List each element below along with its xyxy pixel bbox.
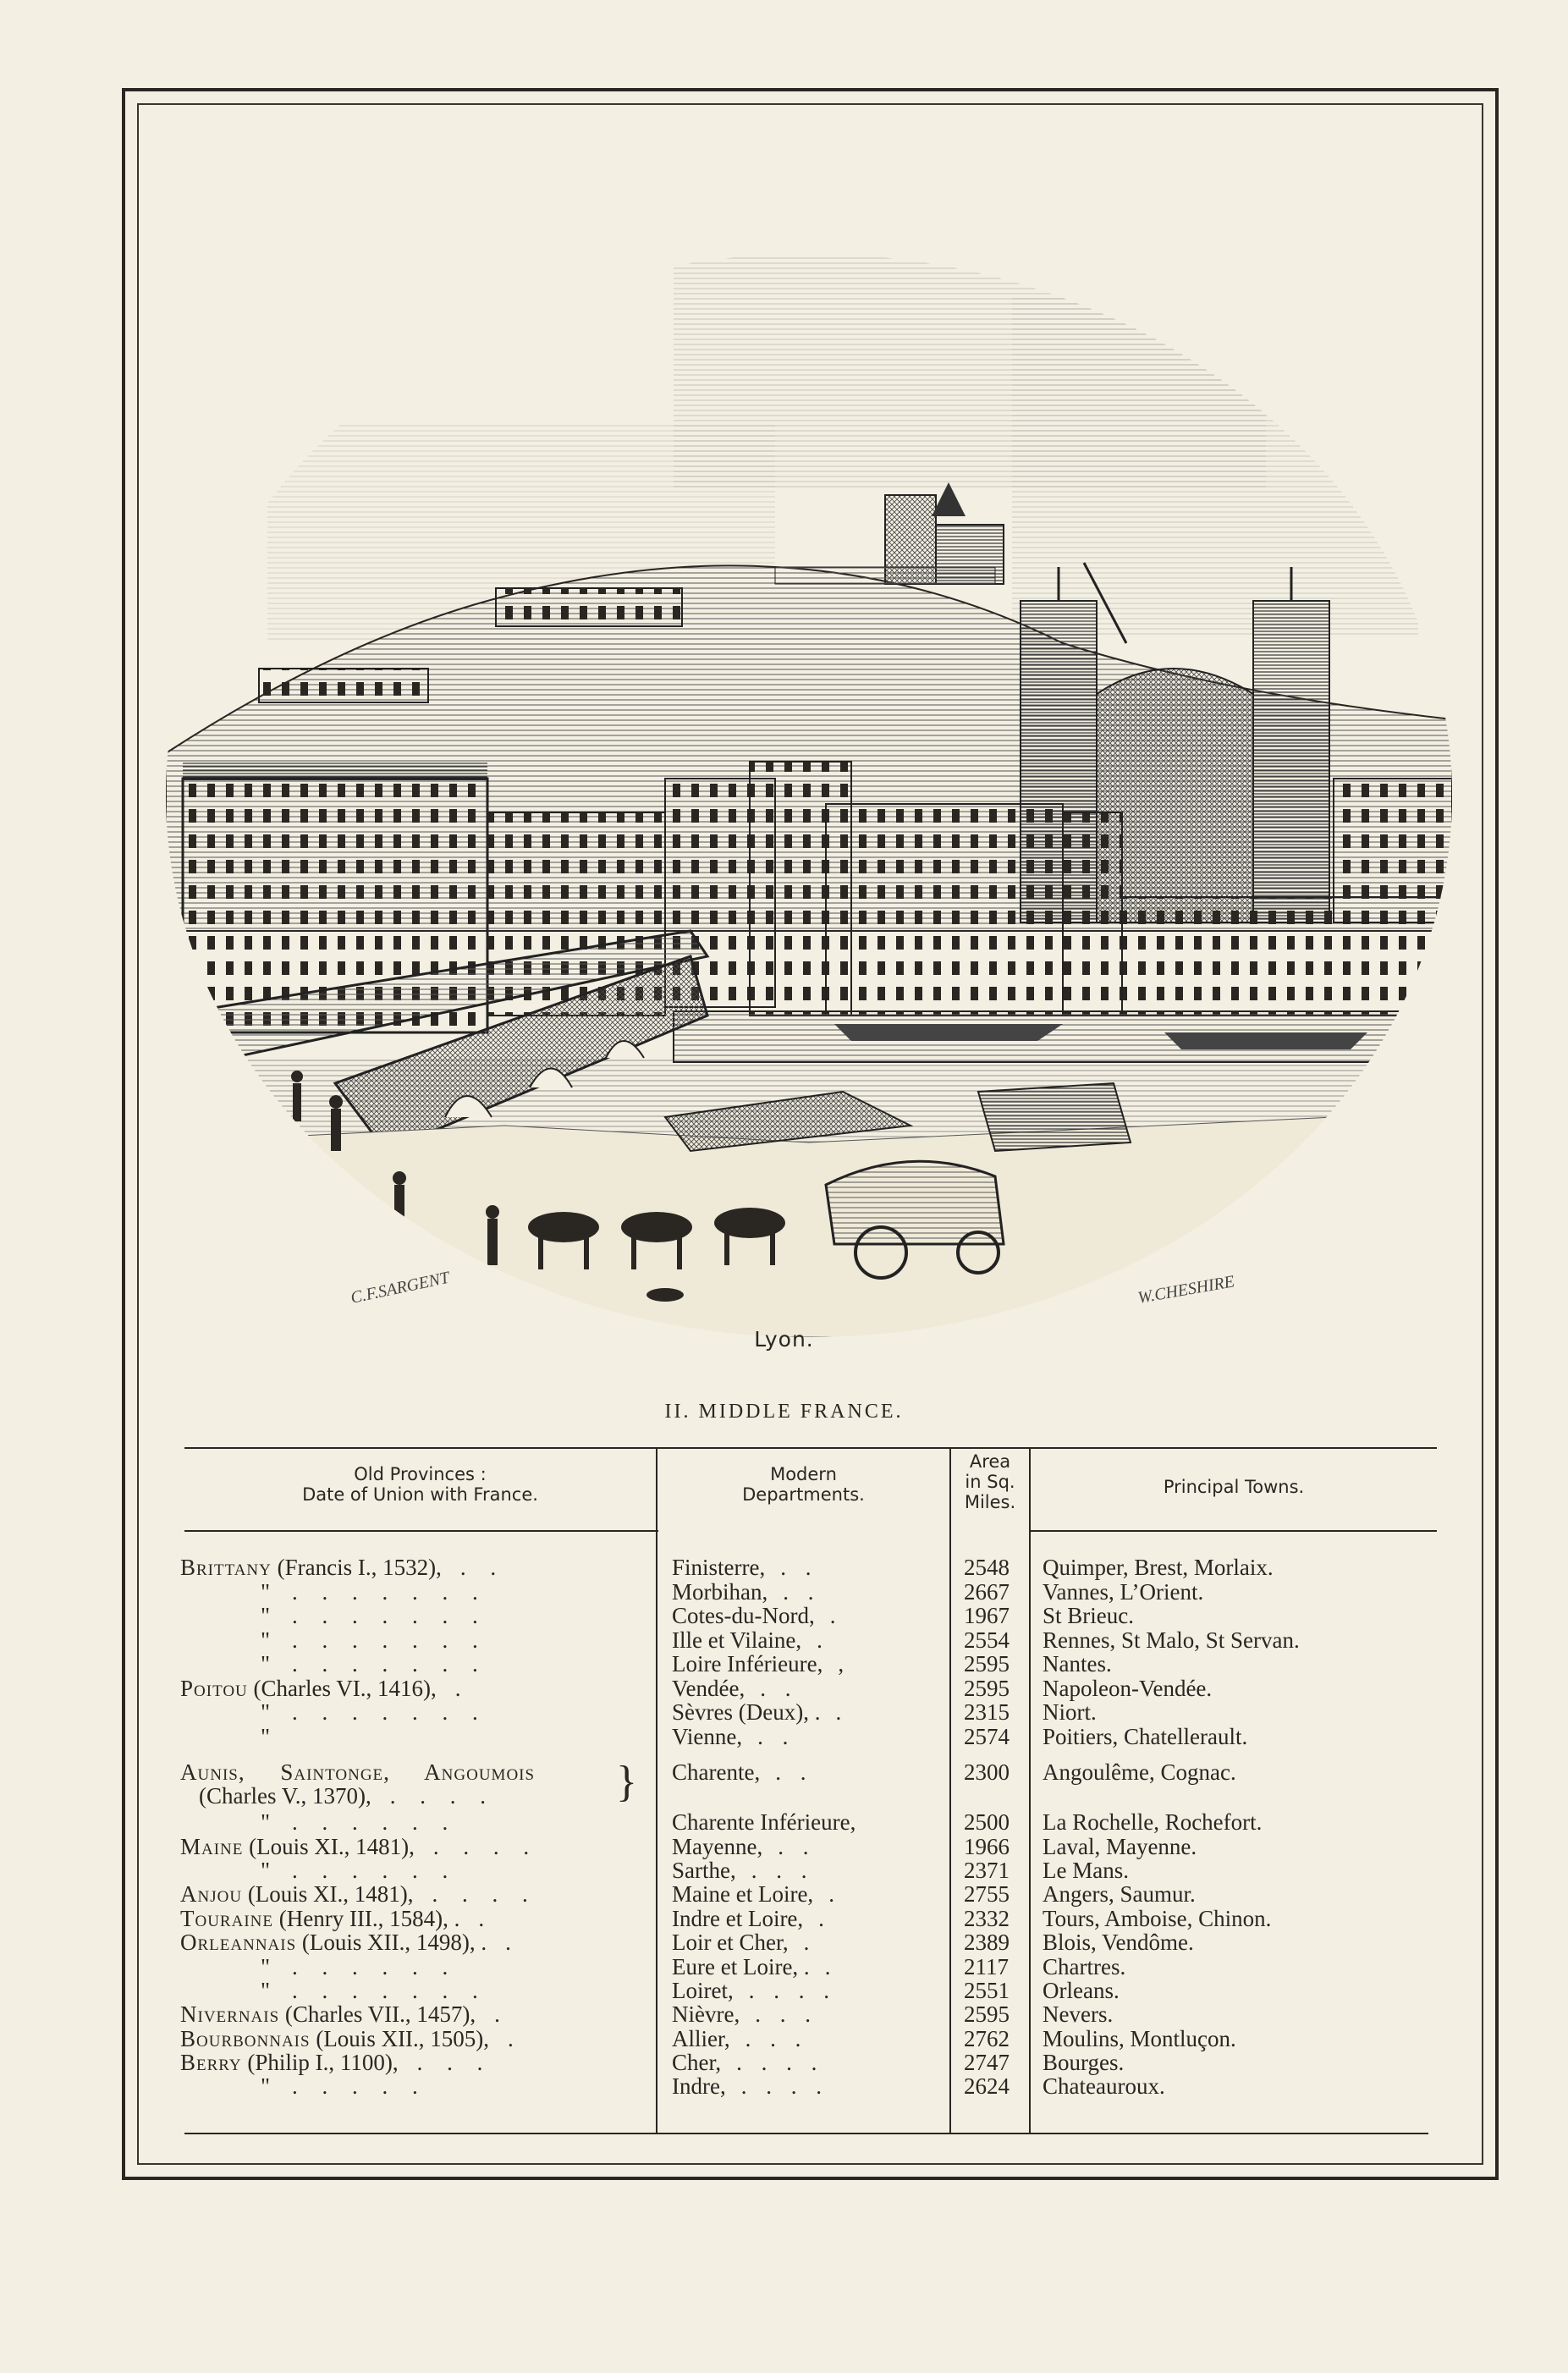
province-name: Maine	[180, 1834, 244, 1859]
hilltop-church	[775, 482, 1004, 584]
lyon-engraving	[166, 169, 1452, 1337]
engraver-signature-left: C.F.SARGENT	[349, 1268, 451, 1308]
department-cell	[672, 1760, 806, 1784]
leader-dots: .	[817, 1627, 823, 1653]
table-row	[0, 1604, 1568, 1627]
leader-dots: . .	[459, 1555, 502, 1580]
table-row	[0, 2002, 1568, 2026]
leader-dots: .	[835, 1699, 842, 1725]
department-cell	[672, 1955, 830, 1979]
leader-dots: . .	[757, 1724, 789, 1749]
hillside-fort	[496, 588, 682, 626]
department-name: Allier,	[672, 2026, 730, 2051]
province-cell	[261, 1858, 453, 1882]
table-row	[0, 1652, 1568, 1676]
province-cell	[199, 1784, 491, 1808]
table-row	[0, 1555, 1568, 1579]
department-cell	[672, 1907, 824, 1930]
province-cell	[261, 1725, 270, 1748]
area-cell: 2332	[964, 1906, 1010, 1931]
towns-cell: Nantes.	[1043, 1651, 1112, 1677]
province-cell	[261, 1979, 483, 2002]
leader-dots: .	[803, 1930, 810, 1955]
river-boat	[834, 1024, 1063, 1041]
province-date: "	[261, 2073, 271, 2099]
province-date: (Louis XII., 1505),	[310, 2026, 490, 2051]
leader-dots: .	[454, 1676, 466, 1701]
department-cell	[672, 1580, 813, 1604]
leader-dots: . . . . . .	[292, 1809, 454, 1835]
province-cell	[261, 1604, 483, 1627]
department-name: Vienne,	[672, 1724, 743, 1749]
header-old-provinces	[184, 1464, 656, 1505]
towns-cell: La Rochelle, Rochefort.	[1043, 1809, 1263, 1835]
area-cell: 2595	[964, 2001, 1010, 2027]
table-row	[0, 2074, 1568, 2098]
department-cell	[672, 1882, 834, 1906]
area-cell: 2595	[964, 1651, 1010, 1677]
header-area-line1: Area	[969, 1451, 1011, 1472]
table-row	[0, 1580, 1568, 1604]
header-departments-line2: Departments.	[742, 1484, 865, 1505]
table-row	[0, 1835, 1568, 1858]
area-cell: 1966	[964, 1834, 1010, 1859]
leader-dots: . . . .	[748, 1978, 829, 2003]
department-cell	[672, 1628, 823, 1652]
province-date: "	[261, 1724, 271, 1749]
table-row	[0, 1858, 1568, 1882]
header-area-line2: in Sq.	[965, 1472, 1015, 1492]
province-date: (Louis XII., 1498), .	[296, 1930, 487, 1955]
province-cell	[180, 1882, 533, 1906]
department-cell	[672, 2074, 822, 2098]
towns-cell: Napoleon-Vendée.	[1043, 1676, 1213, 1701]
province-cell	[180, 1677, 466, 1700]
header-principal-towns	[1031, 1477, 1437, 1497]
table-header-rule-right	[1031, 1530, 1437, 1532]
towns-cell: Angers, Saumur.	[1043, 1881, 1196, 1907]
province-date: (Henry III., 1584), .	[272, 1906, 460, 1931]
area-cell: 2315	[964, 1699, 1010, 1725]
department-name: Maine et Loire,	[672, 1881, 814, 1907]
towns-cell: Chartres.	[1043, 1954, 1126, 1979]
towns-cell: Rennes, St Malo, St Servan.	[1043, 1627, 1300, 1653]
brace-symbol: }	[616, 1758, 637, 1806]
leader-dots: . . .	[755, 2001, 811, 2027]
department-cell	[672, 1604, 835, 1627]
area-cell: 2371	[964, 1858, 1010, 1883]
province-cell	[261, 1628, 483, 1652]
department-name: Ille et Vilaine,	[672, 1627, 802, 1653]
header-area	[951, 1451, 1029, 1512]
towns-cell: Laval, Mayenne.	[1043, 1834, 1197, 1859]
area-cell: 2574	[964, 1724, 1010, 1749]
header-modern-departments	[657, 1464, 949, 1505]
leader-dots: .	[508, 2026, 519, 2051]
area-cell: 2117	[964, 1954, 1009, 1979]
leader-dots: .	[824, 1954, 831, 1979]
towns-cell: Tours, Amboise, Chinon.	[1043, 1906, 1272, 1931]
province-date: "	[261, 1651, 271, 1677]
area-cell: 2548	[964, 1555, 1010, 1580]
towns-cell: Bourges.	[1043, 2050, 1125, 2075]
table-row	[0, 2051, 1568, 2074]
department-name: Morbihan,	[672, 1579, 768, 1605]
leader-dots: . . . .	[389, 1783, 491, 1809]
department-cell	[672, 1555, 811, 1579]
province-cell	[180, 1907, 489, 1930]
province-name: Orleannais	[180, 1930, 297, 1955]
leader-dots: . . . .	[740, 2073, 822, 2099]
leader-dots: ,	[838, 1651, 845, 1677]
towns-cell: Nevers.	[1043, 2001, 1114, 2027]
header-towns-label: Principal Towns.	[1163, 1477, 1305, 1497]
table-row	[0, 2027, 1568, 2051]
province-date: "	[261, 1699, 271, 1725]
province-name: Bourbonnais	[180, 2026, 311, 2051]
leader-dots: . . . .	[432, 1881, 533, 1907]
department-cell	[672, 1677, 790, 1700]
department-name: Charente Inférieure,	[672, 1809, 856, 1835]
leader-dots: . . .	[751, 1858, 807, 1883]
department-name: Cher,	[672, 2050, 722, 2075]
leader-dots: . . .	[745, 2026, 801, 2051]
leader-dots: . . . . . .	[292, 1954, 454, 1979]
table-row	[0, 1725, 1568, 1748]
province-name: Poitou	[180, 1676, 248, 1701]
area-cell: 2667	[964, 1579, 1010, 1605]
province-name: Touraine	[180, 1906, 273, 1931]
leader-dots: .	[829, 1603, 836, 1628]
leader-dots: . .	[760, 1676, 791, 1701]
area-cell: 2595	[964, 1676, 1010, 1701]
department-name: Cotes-du-Nord,	[672, 1603, 815, 1628]
province-name: Berry	[180, 2050, 242, 2075]
province-date: (Louis XI., 1481),	[243, 1834, 415, 1859]
province-date: "	[261, 1627, 271, 1653]
area-cell: 2755	[964, 1881, 1010, 1907]
towns-cell: Le Mans.	[1043, 1858, 1129, 1883]
province-cell	[261, 1955, 453, 1979]
department-name: Vendée,	[672, 1676, 745, 1701]
area-cell: 2300	[964, 1759, 1010, 1785]
towns-cell: Poitiers, Chatellerault.	[1043, 1724, 1248, 1749]
department-cell	[672, 2002, 811, 2026]
leader-dots: . . .	[416, 2050, 488, 2075]
towns-cell: Angoulême, Cognac.	[1043, 1759, 1236, 1785]
dog	[646, 1288, 684, 1302]
province-cell	[180, 1930, 516, 1954]
leader-dots: . . . . . . .	[292, 1603, 483, 1628]
province-date: "	[261, 1978, 271, 2003]
province-cell	[180, 1760, 535, 1784]
province-date: (Charles VII., 1457),	[279, 2001, 476, 2027]
table-header-rule	[184, 1530, 658, 1532]
department-name: Indre,	[672, 2073, 726, 2099]
province-cell	[261, 1810, 453, 1834]
province-date: (Charles V., 1370),	[199, 1783, 371, 1809]
area-cell: 2624	[964, 2073, 1010, 2099]
department-name: Finisterre,	[672, 1555, 766, 1580]
department-name: Loire Inférieure,	[672, 1651, 823, 1677]
table-row	[0, 1628, 1568, 1652]
department-cell	[672, 1725, 788, 1748]
province-date: "	[261, 1809, 271, 1835]
province-cell	[261, 1700, 483, 1724]
towns-cell: Blois, Vendôme.	[1043, 1930, 1194, 1955]
leader-dots: . . . . .	[292, 2073, 423, 2099]
department-name: Loiret,	[672, 1978, 734, 2003]
towns-cell: Niort.	[1043, 1699, 1097, 1725]
leader-dots: . .	[775, 1759, 806, 1785]
section-title: II. MIDDLE FRANCE.	[664, 1401, 904, 1423]
table-row	[0, 1955, 1568, 1979]
department-name: Sarthe,	[672, 1858, 736, 1883]
table-row	[0, 1882, 1568, 1906]
province-cell	[180, 2002, 505, 2026]
area-cell: 2500	[964, 1809, 1010, 1835]
department-name: Indre et Loire,	[672, 1906, 804, 1931]
area-cell: 2389	[964, 1930, 1010, 1955]
province-date: "	[261, 1858, 271, 1883]
area-cell: 2762	[964, 2026, 1010, 2051]
department-cell	[672, 1930, 809, 1954]
province-name: Anjou	[180, 1881, 243, 1907]
leader-dots: . .	[778, 1834, 809, 1859]
leader-dots: . . . . . . .	[292, 1627, 483, 1653]
leader-dots: .	[828, 1881, 834, 1907]
province-cell	[180, 1835, 534, 1858]
area-cell: 2551	[964, 1978, 1010, 2003]
leader-dots: . . . . . . .	[292, 1978, 483, 2003]
province-name: Aunis, Saintonge, Angoumois	[180, 1759, 536, 1785]
department-name: Mayenne,	[672, 1834, 763, 1859]
leader-dots: . . . . . . .	[292, 1579, 483, 1605]
leader-dots: . . . .	[432, 1834, 535, 1859]
province-cell	[180, 1555, 501, 1579]
table-bottom-rule	[184, 2133, 1428, 2134]
department-name: Nièvre,	[672, 2001, 740, 2027]
table-row	[0, 1810, 1568, 1834]
leader-dots: .	[494, 2001, 505, 2027]
engraver-signature-right: W.CHESHIRE	[1136, 1272, 1236, 1308]
province-name: Brittany	[180, 1555, 272, 1580]
province-name: Nivernais	[180, 2001, 280, 2027]
table-row	[0, 1677, 1568, 1700]
leader-dots: .	[478, 1906, 490, 1931]
area-cell: 2554	[964, 1627, 1010, 1653]
province-cell	[261, 2074, 423, 2098]
towns-cell: Quimper, Brest, Morlaix.	[1043, 1555, 1274, 1580]
header-provinces-line1: Old Provinces :	[354, 1464, 487, 1484]
leader-dots: . . . .	[736, 2050, 817, 2075]
department-cell	[672, 2027, 801, 2051]
province-date: "	[261, 1954, 271, 1979]
table-row	[0, 1930, 1568, 1954]
province-cell	[180, 2051, 487, 2074]
leader-dots: . . . . . .	[292, 1858, 454, 1883]
header-departments-line1: Modern	[770, 1464, 837, 1484]
province-date: (Louis XI., 1481),	[242, 1881, 414, 1907]
province-date: (Francis I., 1532),	[271, 1555, 442, 1580]
department-cell	[672, 1810, 856, 1834]
leader-dots: . .	[780, 1555, 812, 1580]
department-cell	[672, 1979, 829, 2002]
header-provinces-line2: Date of Union with France.	[302, 1484, 538, 1505]
table-top-rule	[184, 1447, 1437, 1449]
towns-cell: Vannes, L’Orient.	[1043, 1579, 1204, 1605]
leader-dots: .	[505, 1930, 516, 1955]
province-date: (Philip I., 1100),	[241, 2050, 399, 2075]
department-name: Sèvres (Deux), .	[672, 1699, 821, 1725]
leader-dots: .	[818, 1906, 824, 1931]
table-row	[0, 1979, 1568, 2002]
header-area-line3: Miles.	[964, 1492, 1016, 1512]
leader-dots: . . . . . . .	[292, 1699, 483, 1725]
province-date: (Charles VI., 1416),	[247, 1676, 437, 1701]
area-cell: 2747	[964, 2050, 1010, 2075]
department-cell	[672, 1835, 808, 1858]
towns-cell: Orleans.	[1043, 1978, 1120, 2003]
province-cell	[180, 2027, 519, 2051]
department-cell	[672, 1652, 844, 1676]
towns-cell: Chateauroux.	[1043, 2073, 1165, 2099]
department-name: Loir et Cher,	[672, 1930, 789, 1955]
province-date: "	[261, 1579, 271, 1605]
towns-cell: Moulins, Montluçon.	[1043, 2026, 1236, 2051]
province-cell	[261, 1580, 483, 1604]
department-cell	[672, 1858, 806, 1882]
department-cell	[672, 1700, 841, 1724]
department-name: Eure et Loire, .	[672, 1954, 810, 1979]
illustration-caption: Lyon.	[754, 1327, 814, 1352]
area-cell: 1967	[964, 1603, 1010, 1628]
table-row	[0, 1907, 1568, 1930]
leader-dots: . . . . . . .	[292, 1651, 483, 1677]
department-cell	[672, 2051, 817, 2074]
table-row	[0, 1700, 1568, 1724]
department-name: Charente,	[672, 1759, 761, 1785]
towns-cell: St Brieuc.	[1043, 1603, 1134, 1628]
province-cell	[261, 1652, 483, 1676]
leader-dots: . .	[783, 1579, 814, 1605]
table-row	[0, 1784, 1568, 1808]
province-date: "	[261, 1603, 271, 1628]
